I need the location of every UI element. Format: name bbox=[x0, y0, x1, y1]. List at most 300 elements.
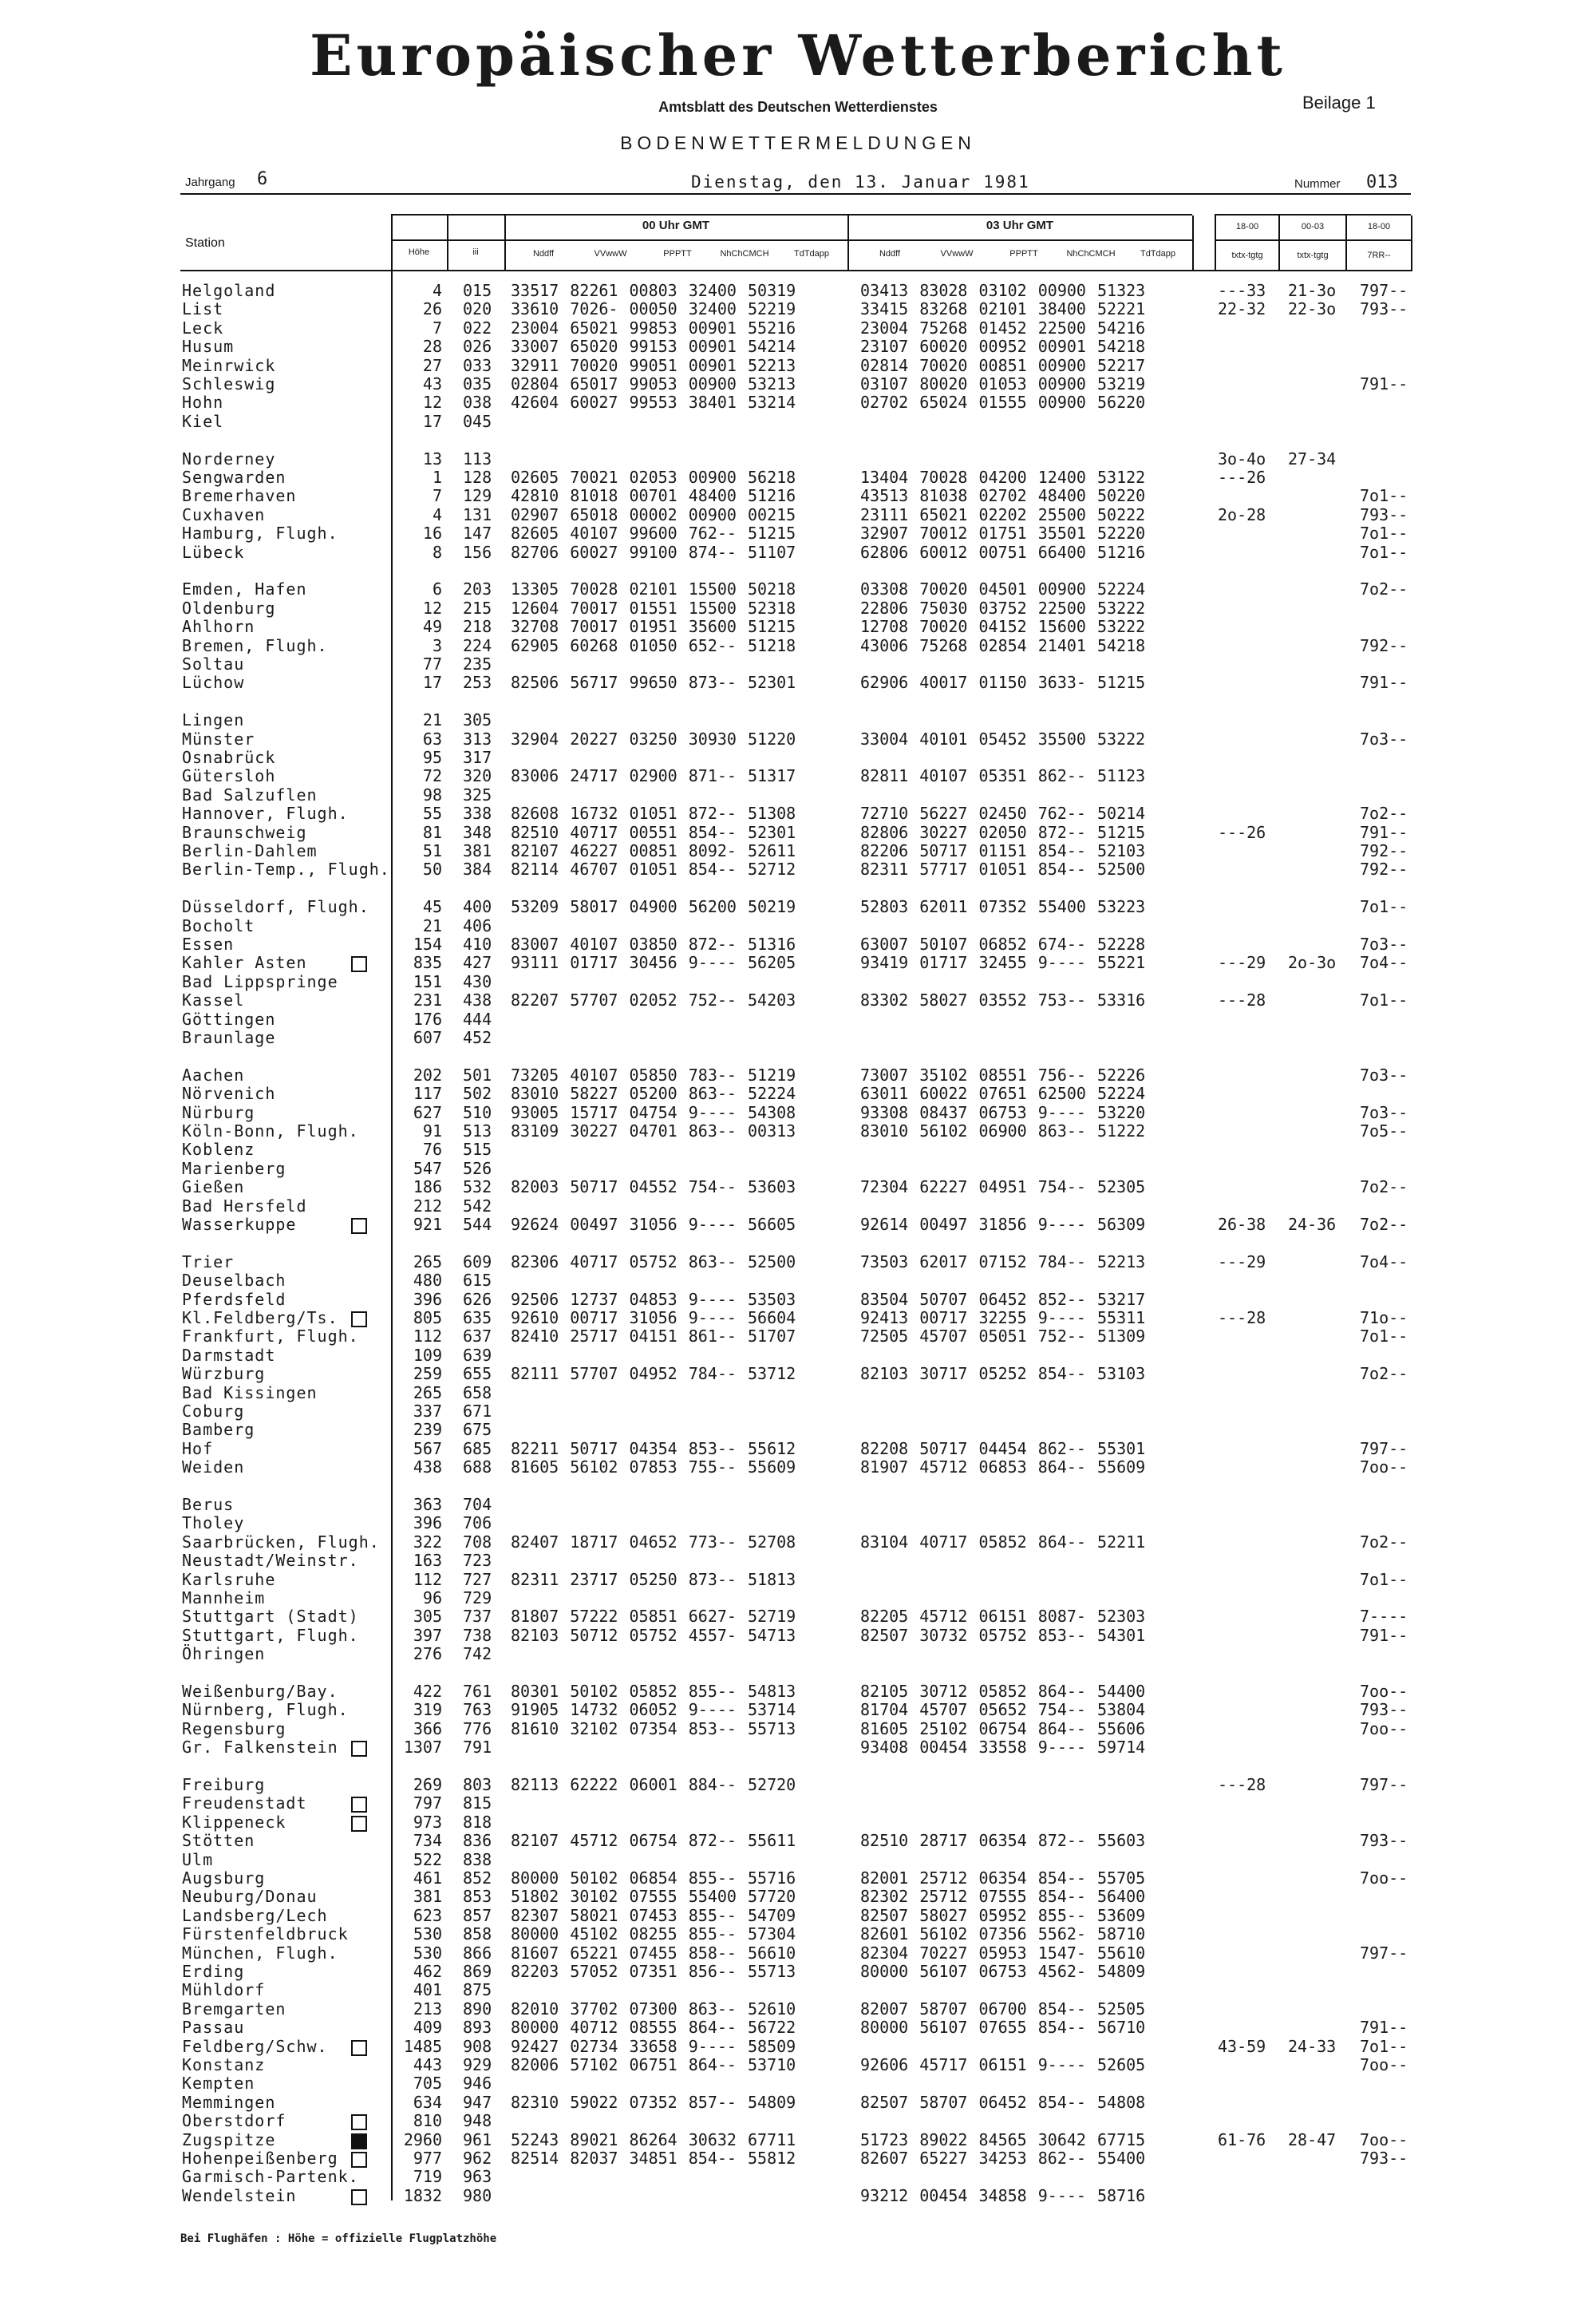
station-elevation: 212 bbox=[413, 1196, 442, 1216]
station-name: Stötten bbox=[182, 1831, 255, 1850]
station-number: 544 bbox=[463, 1215, 492, 1234]
table-row bbox=[0, 1177, 1596, 1196]
obs-03z: 82007 58707 06700 854-- 52505 bbox=[860, 1999, 1146, 2018]
table-row bbox=[0, 1831, 1596, 1850]
station-number: 022 bbox=[463, 318, 492, 338]
obs-03z: 72304 62227 04951 754-- 52305 bbox=[860, 1177, 1146, 1196]
station-number: 338 bbox=[463, 804, 492, 823]
station-name: Norderney bbox=[182, 449, 276, 469]
station-elevation: 530 bbox=[413, 1924, 442, 1943]
station-number: 853 bbox=[463, 1887, 492, 1906]
table-row bbox=[0, 1215, 1596, 1234]
col-header-03: Nddff bbox=[879, 249, 901, 259]
page-subtitle: Amtsblatt des Deutschen Wetterdienstes bbox=[658, 99, 938, 115]
station-elevation: 239 bbox=[413, 1420, 442, 1439]
precip-18-00: 7oo-- bbox=[1360, 2130, 1408, 2149]
station-number: 381 bbox=[463, 841, 492, 860]
station-name: Tholey bbox=[182, 1513, 245, 1532]
precip-18-00: 7o2-- bbox=[1360, 1177, 1408, 1196]
obs-03z: 23111 65021 02202 25500 50222 bbox=[860, 505, 1146, 524]
precip-18-00: 7o3-- bbox=[1360, 1066, 1408, 1085]
table-row bbox=[0, 636, 1596, 655]
table-row bbox=[0, 2037, 1596, 2056]
obs-00z: 02907 65018 00002 00900 00215 bbox=[511, 505, 796, 524]
station-elevation: 522 bbox=[413, 1850, 442, 1869]
obs-03z: 80000 56107 07655 854-- 56710 bbox=[860, 2018, 1146, 2037]
station-number: 427 bbox=[463, 953, 492, 972]
extra-header-top: 18-00 bbox=[1235, 222, 1259, 231]
station-name: Bremerhaven bbox=[182, 486, 297, 505]
station-name: Bocholt bbox=[182, 916, 255, 935]
obs-00z: 80000 50102 06854 855-- 55716 bbox=[511, 1868, 796, 1888]
obs-03z: 73007 35102 08551 756-- 52226 bbox=[860, 1066, 1146, 1085]
station-number: 706 bbox=[463, 1513, 492, 1532]
station-number: 515 bbox=[463, 1140, 492, 1159]
station-number: 946 bbox=[463, 2074, 492, 2093]
station-elevation: 45 bbox=[422, 897, 442, 916]
precip-18-00: 793-- bbox=[1360, 299, 1408, 318]
station-number: 410 bbox=[463, 935, 492, 954]
station-number: 737 bbox=[463, 1607, 492, 1626]
station-name: Bad Lippspringe bbox=[182, 972, 338, 991]
table-row bbox=[0, 579, 1596, 599]
precip-18-00: 7o3-- bbox=[1360, 1103, 1408, 1122]
station-number: 639 bbox=[463, 1346, 492, 1365]
precip-18-00: 7o1-- bbox=[1360, 1570, 1408, 1589]
precip-18-00: 7o1-- bbox=[1360, 897, 1408, 916]
station-number: 156 bbox=[463, 543, 492, 562]
station-number: 400 bbox=[463, 897, 492, 916]
station-name: List bbox=[182, 299, 224, 318]
obs-03z: 33004 40101 05452 35500 53222 bbox=[860, 729, 1146, 749]
obs-00z: 02605 70021 02053 00900 56218 bbox=[511, 468, 796, 487]
obs-00z: 80000 45102 08255 855-- 57304 bbox=[511, 1924, 796, 1943]
station-number: 890 bbox=[463, 1999, 492, 2018]
table-row bbox=[0, 1327, 1596, 1346]
station-name: Darmstadt bbox=[182, 1346, 276, 1365]
table-row bbox=[0, 1532, 1596, 1552]
table-row bbox=[0, 897, 1596, 916]
table-row bbox=[0, 1420, 1596, 1439]
station-number: 526 bbox=[463, 1159, 492, 1178]
obs-00z: 02804 65017 99053 00900 53213 bbox=[511, 374, 796, 393]
table-row bbox=[0, 1271, 1596, 1290]
table-row bbox=[0, 1252, 1596, 1271]
table-row bbox=[0, 935, 1596, 954]
extra-header-bottom: txtx-tgtg bbox=[1231, 251, 1263, 260]
station-name: Nürburg bbox=[182, 1103, 255, 1122]
station-name: Husum bbox=[182, 337, 235, 356]
temp-extreme-18-00: ---28 bbox=[1218, 990, 1266, 1010]
obs-00z: 82006 57102 06751 864-- 53710 bbox=[511, 2055, 796, 2074]
obs-03z: 82601 56102 07356 5562- 58710 bbox=[860, 1924, 1146, 1943]
table-row bbox=[0, 1588, 1596, 1607]
precip-18-00: 791-- bbox=[1360, 823, 1408, 842]
obs-00z: 73205 40107 05850 783-- 51219 bbox=[511, 1066, 796, 1085]
obs-00z: 81610 32102 07354 853-- 55713 bbox=[511, 1719, 796, 1738]
temp-extreme-00-03: 21-3o bbox=[1288, 281, 1337, 300]
table-row bbox=[0, 599, 1596, 618]
obs-00z: 82310 59022 07352 857-- 54809 bbox=[511, 2093, 796, 2112]
obs-00z: 82407 18717 04652 773-- 52708 bbox=[511, 1532, 796, 1552]
station-number: 224 bbox=[463, 636, 492, 655]
precip-18-00: 791-- bbox=[1360, 673, 1408, 692]
station-elevation: 276 bbox=[413, 1644, 442, 1663]
table-row bbox=[0, 1383, 1596, 1402]
station-name: Pferdsfeld bbox=[182, 1290, 286, 1309]
obs-00z: 82608 16732 01051 872-- 51308 bbox=[511, 804, 796, 823]
station-elevation: 8 bbox=[432, 543, 442, 562]
station-number: 325 bbox=[463, 785, 492, 805]
station-number: 317 bbox=[463, 748, 492, 767]
info-line bbox=[180, 169, 1411, 195]
precip-18-00: 7oo-- bbox=[1360, 1868, 1408, 1888]
station-name: München, Flugh. bbox=[182, 1943, 338, 1963]
col-header-03: TdTdapp bbox=[1140, 249, 1176, 259]
station-elevation: 202 bbox=[413, 1066, 442, 1085]
obs-03z: 72710 56227 02450 762-- 50214 bbox=[860, 804, 1146, 823]
obs-03z: 22806 75030 03752 22500 53222 bbox=[860, 599, 1146, 618]
station-name: Lingen bbox=[182, 710, 245, 729]
station-name: Koblenz bbox=[182, 1140, 255, 1159]
page-title: Europäischer Wetterbericht bbox=[310, 22, 1286, 89]
obs-00z: 83006 24717 02900 871-- 51317 bbox=[511, 766, 796, 785]
obs-03z: 82304 70227 05953 1547- 55610 bbox=[860, 1943, 1146, 1963]
table-row bbox=[0, 710, 1596, 729]
obs-03z: 02702 65024 01555 00900 56220 bbox=[860, 393, 1146, 412]
obs-03z: 13404 70028 04200 12400 53122 bbox=[860, 468, 1146, 487]
station-elevation: 607 bbox=[413, 1028, 442, 1047]
precip-18-00: 7o2-- bbox=[1360, 579, 1408, 599]
station-elevation: 547 bbox=[413, 1159, 442, 1178]
obs-03z: 83504 50707 06452 852-- 53217 bbox=[860, 1290, 1146, 1309]
station-elevation: 396 bbox=[413, 1290, 442, 1309]
obs-00z: 82113 62222 06001 884-- 52720 bbox=[511, 1775, 796, 1794]
precip-18-00: 7o3-- bbox=[1360, 935, 1408, 954]
col-header-03: VVwwW bbox=[940, 249, 974, 259]
table-row bbox=[0, 1364, 1596, 1383]
precip-18-00: 791-- bbox=[1360, 2018, 1408, 2037]
station-name: Münster bbox=[182, 729, 255, 749]
station-elevation: 95 bbox=[422, 748, 442, 767]
table-row bbox=[0, 617, 1596, 636]
obs-00z: 82510 40717 00551 854-- 52301 bbox=[511, 823, 796, 842]
table-row bbox=[0, 2093, 1596, 2112]
station-elevation: 77 bbox=[422, 654, 442, 674]
station-number: 203 bbox=[463, 579, 492, 599]
station-elevation: 337 bbox=[413, 1402, 442, 1421]
precip-18-00: 7oo-- bbox=[1360, 1719, 1408, 1738]
station-header: Station bbox=[185, 236, 225, 250]
table-row bbox=[0, 1140, 1596, 1159]
header-rule-top bbox=[391, 214, 1192, 215]
obs-03z: 81605 25102 06754 864-- 55606 bbox=[860, 1719, 1146, 1738]
station-name: Neuburg/Donau bbox=[182, 1887, 318, 1906]
station-elevation: 977 bbox=[413, 2149, 442, 2168]
obs-03z: 82507 58027 05952 855-- 53609 bbox=[860, 1906, 1146, 1925]
station-elevation: 109 bbox=[413, 1346, 442, 1365]
precip-18-00: 7o1-- bbox=[1360, 486, 1408, 505]
station-elevation: 396 bbox=[413, 1513, 442, 1532]
beilage-label: Beilage 1 bbox=[1302, 93, 1376, 113]
station-elevation: 305 bbox=[413, 1607, 442, 1626]
station-elevation: 1307 bbox=[403, 1738, 442, 1757]
group-03-header: 03 Uhr GMT bbox=[986, 219, 1054, 232]
station-elevation: 366 bbox=[413, 1719, 442, 1738]
station-name: Klippeneck bbox=[182, 1813, 286, 1832]
station-number: 836 bbox=[463, 1831, 492, 1850]
obs-00z: 92427 02734 33658 9---- 58509 bbox=[511, 2037, 796, 2056]
obs-00z: 82114 46707 01051 854-- 52712 bbox=[511, 860, 796, 879]
station-elevation: 835 bbox=[413, 953, 442, 972]
station-elevation: 76 bbox=[422, 1140, 442, 1159]
station-name: Kassel bbox=[182, 990, 245, 1010]
station-elevation: 91 bbox=[422, 1121, 442, 1141]
table-row bbox=[0, 2111, 1596, 2130]
obs-00z: 52243 89021 86264 30632 67711 bbox=[511, 2130, 796, 2149]
station-number: 852 bbox=[463, 1868, 492, 1888]
obs-00z: 33007 65020 99153 00901 54214 bbox=[511, 337, 796, 356]
table-row bbox=[0, 823, 1596, 842]
station-name: Braunlage bbox=[182, 1028, 276, 1047]
station-name: Öhringen bbox=[182, 1644, 266, 1663]
station-number: 869 bbox=[463, 1962, 492, 1981]
station-name: Erding bbox=[182, 1962, 245, 1981]
station-name: Trier bbox=[182, 1252, 235, 1271]
table-row bbox=[0, 2149, 1596, 2168]
column-rule bbox=[1192, 215, 1194, 271]
station-number: 704 bbox=[463, 1495, 492, 1514]
obs-00z: 81807 57222 05851 6627- 52719 bbox=[511, 1607, 796, 1626]
col-header-03: PPPTT bbox=[1009, 249, 1038, 259]
table-row bbox=[0, 486, 1596, 505]
station-number: 962 bbox=[463, 2149, 492, 2168]
station-number: 761 bbox=[463, 1682, 492, 1701]
station-number: 723 bbox=[463, 1551, 492, 1570]
obs-03z: 02814 70020 00851 00900 52217 bbox=[860, 356, 1146, 375]
obs-00z: 12604 70017 01551 15500 52318 bbox=[511, 599, 796, 618]
obs-00z: 32911 70020 99051 00901 52213 bbox=[511, 356, 796, 375]
table-row bbox=[0, 785, 1596, 805]
table-row bbox=[0, 1906, 1596, 1925]
station-elevation: 319 bbox=[413, 1700, 442, 1719]
station-number: 963 bbox=[463, 2167, 492, 2186]
obs-03z: 82206 50717 01151 854-- 52103 bbox=[860, 841, 1146, 860]
obs-00z: 80301 50102 05852 855-- 54813 bbox=[511, 1682, 796, 1701]
temp-extreme-18-00: ---33 bbox=[1218, 281, 1266, 300]
station-name: Berus bbox=[182, 1495, 235, 1514]
station-name: Freudenstadt bbox=[182, 1793, 307, 1813]
table-row bbox=[0, 1103, 1596, 1122]
station-number: 671 bbox=[463, 1402, 492, 1421]
obs-00z: 91905 14732 06052 9---- 53714 bbox=[511, 1700, 796, 1719]
station-elevation: 6 bbox=[432, 579, 442, 599]
station-name: Landsberg/Lech bbox=[182, 1906, 328, 1925]
station-elevation: 49 bbox=[422, 617, 442, 636]
station-name: Braunschweig bbox=[182, 823, 307, 842]
temp-extreme-18-00: 43-59 bbox=[1218, 2037, 1266, 2056]
group-00-header: 00 Uhr GMT bbox=[642, 219, 710, 232]
station-elevation: 151 bbox=[413, 972, 442, 991]
station-number: 502 bbox=[463, 1084, 492, 1103]
station-name: Nörvenich bbox=[182, 1084, 276, 1103]
obs-03z: 93419 01717 32455 9---- 55221 bbox=[860, 953, 1146, 972]
station-elevation: 530 bbox=[413, 1943, 442, 1963]
station-number: 675 bbox=[463, 1420, 492, 1439]
station-number: 253 bbox=[463, 673, 492, 692]
temp-extreme-18-00: 2o-28 bbox=[1218, 505, 1266, 524]
obs-03z: 82507 58707 06452 854-- 54808 bbox=[860, 2093, 1146, 2112]
precip-18-00: 793-- bbox=[1360, 505, 1408, 524]
station-elevation: 231 bbox=[413, 990, 442, 1010]
station-name: Göttingen bbox=[182, 1010, 276, 1029]
station-name: Weiden bbox=[182, 1457, 245, 1477]
station-elevation: 213 bbox=[413, 1999, 442, 2018]
table-row bbox=[0, 2130, 1596, 2149]
station-number: 218 bbox=[463, 617, 492, 636]
table-row bbox=[0, 1457, 1596, 1477]
station-name: Konstanz bbox=[182, 2055, 266, 2074]
station-elevation: 96 bbox=[422, 1588, 442, 1607]
precip-18-00: 7o4-- bbox=[1360, 953, 1408, 972]
station-name: Wendelstein bbox=[182, 2186, 297, 2205]
station-number: 858 bbox=[463, 1924, 492, 1943]
obs-03z: 92614 00497 31856 9---- 56309 bbox=[860, 1215, 1146, 1234]
station-number: 430 bbox=[463, 972, 492, 991]
precip-18-00: 797-- bbox=[1360, 1775, 1408, 1794]
station-name: Gr. Falkenstein bbox=[182, 1738, 338, 1757]
station-name: Hamburg, Flugh. bbox=[182, 524, 338, 543]
table-row bbox=[0, 673, 1596, 692]
obs-03z: 63011 60022 07651 62500 52224 bbox=[860, 1084, 1146, 1103]
station-elevation: 409 bbox=[413, 2018, 442, 2037]
table-row bbox=[0, 2186, 1596, 2205]
obs-00z: 82211 50717 04354 853-- 55612 bbox=[511, 1439, 796, 1458]
station-number: 729 bbox=[463, 1588, 492, 1607]
station-elevation: 461 bbox=[413, 1868, 442, 1888]
table-row bbox=[0, 1813, 1596, 1832]
table-row bbox=[0, 1850, 1596, 1869]
obs-00z: 62905 60268 01050 652-- 51218 bbox=[511, 636, 796, 655]
obs-00z: 93111 01717 30456 9---- 56205 bbox=[511, 953, 796, 972]
station-name: Bremgarten bbox=[182, 1999, 286, 2018]
temp-extreme-18-00: ---29 bbox=[1218, 1252, 1266, 1271]
station-number: 763 bbox=[463, 1700, 492, 1719]
station-elevation: 117 bbox=[413, 1084, 442, 1103]
table-row bbox=[0, 1738, 1596, 1757]
col-header-00: Nddff bbox=[532, 249, 555, 259]
table-row bbox=[0, 1700, 1596, 1719]
table-row bbox=[0, 1943, 1596, 1963]
station-number: 235 bbox=[463, 654, 492, 674]
table-row bbox=[0, 412, 1596, 431]
station-name: Bamberg bbox=[182, 1420, 255, 1439]
precip-18-00: 792-- bbox=[1360, 636, 1408, 655]
column-rule bbox=[447, 215, 448, 271]
station-name: Fürstenfeldbruck bbox=[182, 1924, 349, 1943]
header-rule-bottom bbox=[180, 270, 1411, 271]
temp-extreme-00-03: 24-36 bbox=[1288, 1215, 1337, 1234]
obs-03z: 81704 45707 05652 754-- 53804 bbox=[860, 1700, 1146, 1719]
station-elevation: 4 bbox=[432, 281, 442, 300]
obs-03z: 73503 62017 07152 784-- 52213 bbox=[860, 1252, 1146, 1271]
station-elevation: 163 bbox=[413, 1551, 442, 1570]
station-elevation: 438 bbox=[413, 1457, 442, 1477]
station-elevation: 7 bbox=[432, 318, 442, 338]
station-elevation: 259 bbox=[413, 1364, 442, 1383]
table-row bbox=[0, 2074, 1596, 2093]
obs-00z: 33610 7026- 00050 32400 52219 bbox=[511, 299, 796, 318]
station-number: 980 bbox=[463, 2186, 492, 2205]
temp-extreme-18-00: 26-38 bbox=[1218, 1215, 1266, 1234]
precip-18-00: 7o5-- bbox=[1360, 1121, 1408, 1141]
station-elevation: 397 bbox=[413, 1626, 442, 1645]
table-row bbox=[0, 729, 1596, 749]
obs-03z: 83104 40717 05852 864-- 52211 bbox=[860, 1532, 1146, 1552]
station-number: 131 bbox=[463, 505, 492, 524]
station-name: Berlin-Dahlem bbox=[182, 841, 318, 860]
obs-00z: 83010 58227 05200 863-- 52224 bbox=[511, 1084, 796, 1103]
station-number: 708 bbox=[463, 1532, 492, 1552]
precip-18-00: 7o2-- bbox=[1360, 1532, 1408, 1552]
obs-03z: 92606 45717 06151 9---- 52605 bbox=[860, 2055, 1146, 2074]
station-elevation: 797 bbox=[413, 1793, 442, 1813]
station-name: Stuttgart (Stadt) bbox=[182, 1607, 359, 1626]
obs-00z: 23004 65021 99853 00901 55216 bbox=[511, 318, 796, 338]
station-elevation: 112 bbox=[413, 1327, 442, 1346]
obs-00z: 82706 60027 99100 874-- 51107 bbox=[511, 543, 796, 562]
station-name: Oldenburg bbox=[182, 599, 276, 618]
station-elevation: 2960 bbox=[403, 2130, 442, 2149]
obs-03z: 82001 25712 06354 854-- 55705 bbox=[860, 1868, 1146, 1888]
station-name: Cuxhaven bbox=[182, 505, 266, 524]
station-name: Ulm bbox=[182, 1850, 214, 1869]
extra-header-bottom: txtx-tgtg bbox=[1297, 251, 1329, 260]
station-elevation: 719 bbox=[413, 2167, 442, 2186]
table-row bbox=[0, 2055, 1596, 2074]
table-row bbox=[0, 468, 1596, 487]
station-elevation: 1485 bbox=[403, 2037, 442, 2056]
temp-extreme-18-00: 22-32 bbox=[1218, 299, 1266, 318]
table-row bbox=[0, 337, 1596, 356]
temp-extreme-18-00: ---26 bbox=[1218, 468, 1266, 487]
station-elevation: 55 bbox=[422, 804, 442, 823]
station-number: 635 bbox=[463, 1308, 492, 1327]
station-number: 015 bbox=[463, 281, 492, 300]
station-elevation: 21 bbox=[422, 916, 442, 935]
station-number: 742 bbox=[463, 1644, 492, 1663]
header-rule-extra bbox=[1215, 239, 1411, 241]
table-row bbox=[0, 393, 1596, 412]
obs-03z: 82806 30227 02050 872-- 51215 bbox=[860, 823, 1146, 842]
header-rule-mid bbox=[391, 239, 1192, 241]
station-name: Ahlhorn bbox=[182, 617, 255, 636]
station-elevation: 1 bbox=[432, 468, 442, 487]
precip-18-00: 7---- bbox=[1360, 1607, 1408, 1626]
table-row bbox=[0, 1308, 1596, 1327]
obs-00z: 42810 81018 00701 48400 51216 bbox=[511, 486, 796, 505]
station-number: 658 bbox=[463, 1383, 492, 1402]
station-name: Mannheim bbox=[182, 1588, 266, 1607]
station-elevation: 805 bbox=[413, 1308, 442, 1327]
station-name: Meinrwick bbox=[182, 356, 276, 375]
obs-00z: 82605 40107 99600 762-- 51215 bbox=[511, 524, 796, 543]
obs-03z: 92413 00717 32255 9---- 55311 bbox=[860, 1308, 1146, 1327]
temp-extreme-00-03: 22-3o bbox=[1288, 299, 1337, 318]
table-row bbox=[0, 356, 1596, 375]
table-row bbox=[0, 916, 1596, 935]
obs-03z: 03308 70020 04501 00900 52224 bbox=[860, 579, 1146, 599]
